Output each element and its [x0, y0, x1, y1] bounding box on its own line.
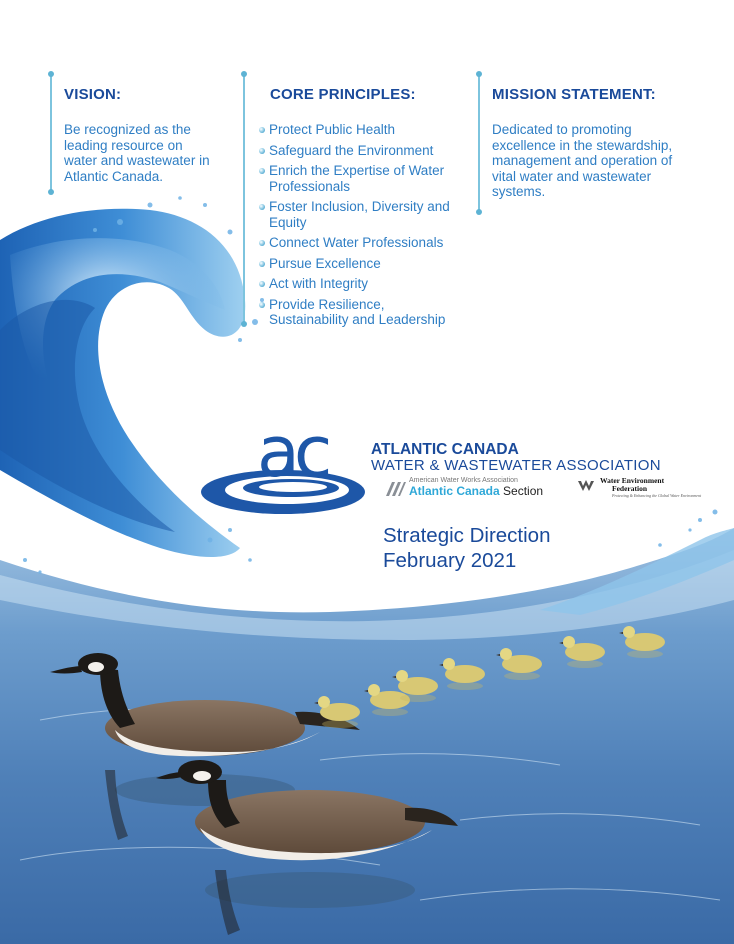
core-principles-list: [259, 122, 459, 333]
vision-divider: [50, 73, 52, 193]
principle-item: [259, 163, 459, 194]
wef-line2: Federation: [612, 484, 647, 493]
principle-item: [259, 122, 459, 138]
bullet-icon: [259, 148, 265, 154]
principle-item: [259, 199, 459, 230]
awwa-name: American Water Works Association: [409, 477, 518, 484]
mission-divider: [478, 73, 480, 213]
principle-text: Connect Water Professionals: [269, 235, 444, 250]
document-title: Strategic Direction: [383, 524, 551, 547]
principle-item: [259, 276, 459, 292]
bullet-icon: [259, 127, 265, 133]
bullet-icon: [259, 168, 265, 174]
principle-item: [259, 235, 459, 251]
principle-item: [259, 143, 459, 159]
principle-text: Protect Public Health: [269, 122, 396, 137]
acwwa-logo-mark: [195, 420, 365, 520]
mission-heading: MISSION STATEMENT:: [492, 86, 656, 103]
core-principles-divider: [243, 73, 245, 325]
principle-item: [259, 256, 459, 272]
awwa-section-label: [409, 484, 543, 498]
principle-text: Provide Resilience, Sustainability and Leadership: [269, 296, 446, 327]
bullet-icon: [259, 302, 265, 308]
wef-line1: Water Environment: [600, 476, 665, 485]
wef-tagline: Protecting & Enhancing the Global Water Environment: [612, 493, 702, 498]
logo-mark-text: ac: [257, 420, 327, 493]
awwa-section-rest: Section: [499, 484, 544, 498]
mission-text: Dedicated to promoting excellence in the stewardship, management and operation of vital water and wastewater systems.: [492, 122, 673, 199]
bullet-icon: [259, 261, 265, 267]
document-title-block: [383, 523, 550, 573]
bullet-icon: [259, 240, 265, 246]
org-name-line2: WATER & WASTEWATER ASSOCIATION: [371, 457, 661, 474]
vision-text: Be recognized as the leading resource on water and wastewater in Atlantic Canada.: [64, 122, 210, 184]
core-principles-heading: CORE PRINCIPLES:: [270, 86, 416, 103]
principle-text: Pursue Excellence: [269, 255, 381, 271]
principle-text: Foster Inclusion, Diversity and Equity: [269, 199, 450, 230]
wef-logo-icon: [578, 479, 598, 493]
principle-text: Safeguard the Environment: [269, 142, 434, 158]
principle-text: Act with Integrity: [269, 276, 369, 291]
document-date: February 2021: [383, 549, 517, 572]
vision-heading: VISION:: [64, 86, 122, 103]
wef-wordmark: [600, 477, 701, 498]
principle-item: [259, 297, 459, 328]
awwa-section-bold: Atlantic Canada: [409, 484, 500, 498]
bullet-icon: [259, 204, 265, 210]
awwa-logo-icon: [386, 480, 406, 496]
bullet-icon: [259, 281, 265, 287]
org-name-line1: ATLANTIC CANADA: [371, 441, 519, 458]
principle-text: Enrich the Expertise of Water Professionals: [269, 163, 445, 194]
